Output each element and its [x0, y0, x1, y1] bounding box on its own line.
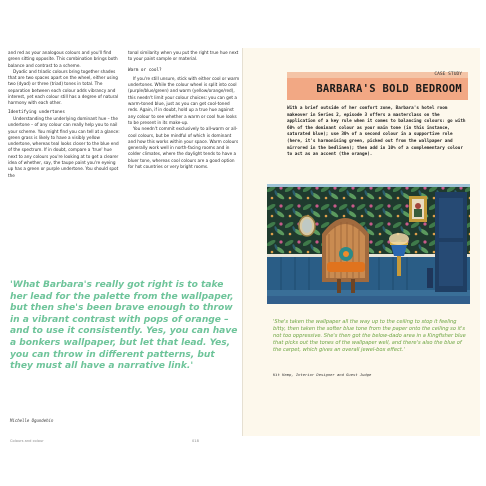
right-page	[243, 48, 480, 436]
subheading-undertones: Identifying undertones	[8, 109, 65, 115]
designer-quote-attribution: Kit Kemp, Interior Designer and Guest Judge	[273, 372, 372, 377]
page-number: 018	[192, 439, 199, 443]
intro-paragraph: With a brief outside of her comfort zone, Barbara's hotel room makeover in Series 2, episode 3 offers a masterclass on the application of a key rule when it comes to balancing colours: go with 60% of the dominant colour as your main tone (in this instance, saturated blue); use 30% of a second colour in a supportive role (here, it's harmonising green, picked out from the wallpaper and mirrored in the bedlinen); then add in 10% of a complementary colour to act as an accent (the orange).	[287, 106, 466, 158]
subheading-warm-cool: Warm or cool?	[128, 67, 162, 73]
body-paragraph: and red as your analogous colours and you'll find green sitting opposite. This combination brings both balance and contrast to a scheme.	[8, 50, 118, 68]
pull-quote-attribution: Michelle Ogundehin	[10, 418, 54, 423]
body-paragraph: Understanding the underlying dominant hue – the undertone – of any colour can really help you to nail your scheme. You might find you can tell at a glance: green grass is likely to have a visibly yellow undertone, whereas teal looks closer to the blue end of the spectrum. If in doubt, compare a 'true' hue next to any colours you're looking at to get a clearer idea of whether, say, the taupe paint you're eyeing up has a green or purple undertone. You should spot the	[8, 115, 120, 178]
case-study-label: CASE STUDY	[434, 72, 462, 77]
left-column-1	[8, 50, 120, 179]
pull-quote: 'What Barbara's really got right is to take her lead for the palette from the wallpaper, but then she's been brave enough to throw in a vibrant contrast with pops of orange – and to use it consistently. Yes, you can have a bonkers wallpaper, but let that lead. Yes, you can throw in different patterns, but they must all have a narrative link.'	[10, 280, 238, 372]
running-footer: Colours and colour	[10, 439, 44, 443]
body-paragraph: Dyadic and triadic colours bring together shades that are two spaces apart on the wheel, either using two (dyad) or three (triad) tones in total. The separation between each colour adds vibrancy and interest, yet each colour still has a degree of natural harmony with each other.	[8, 68, 119, 106]
title-banner	[287, 78, 468, 100]
body-paragraph: If you're still unsure, stick with either cool or warm undertones. While the colour wheel is split into cool (purple/blue/green) and warm (yellow/orange/red), this needn't limit your colour choices: you can get a warm-toned blue, just as you can get cool-toned reds. Again, if in doubt, hold up a true hue against any colour to see whether a warm or cool hue looks to be present in its make-up.	[128, 75, 240, 125]
body-paragraph: tonal similarity when you put the right true hue next to your paint sample or material.	[128, 50, 239, 62]
left-column-2	[128, 50, 240, 170]
left-page	[6, 48, 243, 443]
bedroom-photo	[267, 184, 470, 304]
body-paragraph: You needn't commit exclusively to all-warm or all-cool colours, but be mindful of which is dominant and how this works within your space. Warm colours generally work well in north-facing rooms and in colder climates, where the daylight tends to have a bluer tone, whereas cool colours are a good option for hot countries or very bright rooms.	[128, 126, 239, 170]
page-title: BARBARA'S BOLD BEDROOM	[316, 83, 462, 95]
designer-quote: 'She's taken the wallpaper all the way up to the ceiling to stop it feeling bitty, then taken the softer blue tone from the paper onto the ceiling so it's not too oppressive. She's then got the below-dado area in a Kingfisher blue that picks out the tones of the wallpaper well, and there's also the blue of the carpet, which gives an overall jewel-box effect.'	[273, 319, 466, 353]
